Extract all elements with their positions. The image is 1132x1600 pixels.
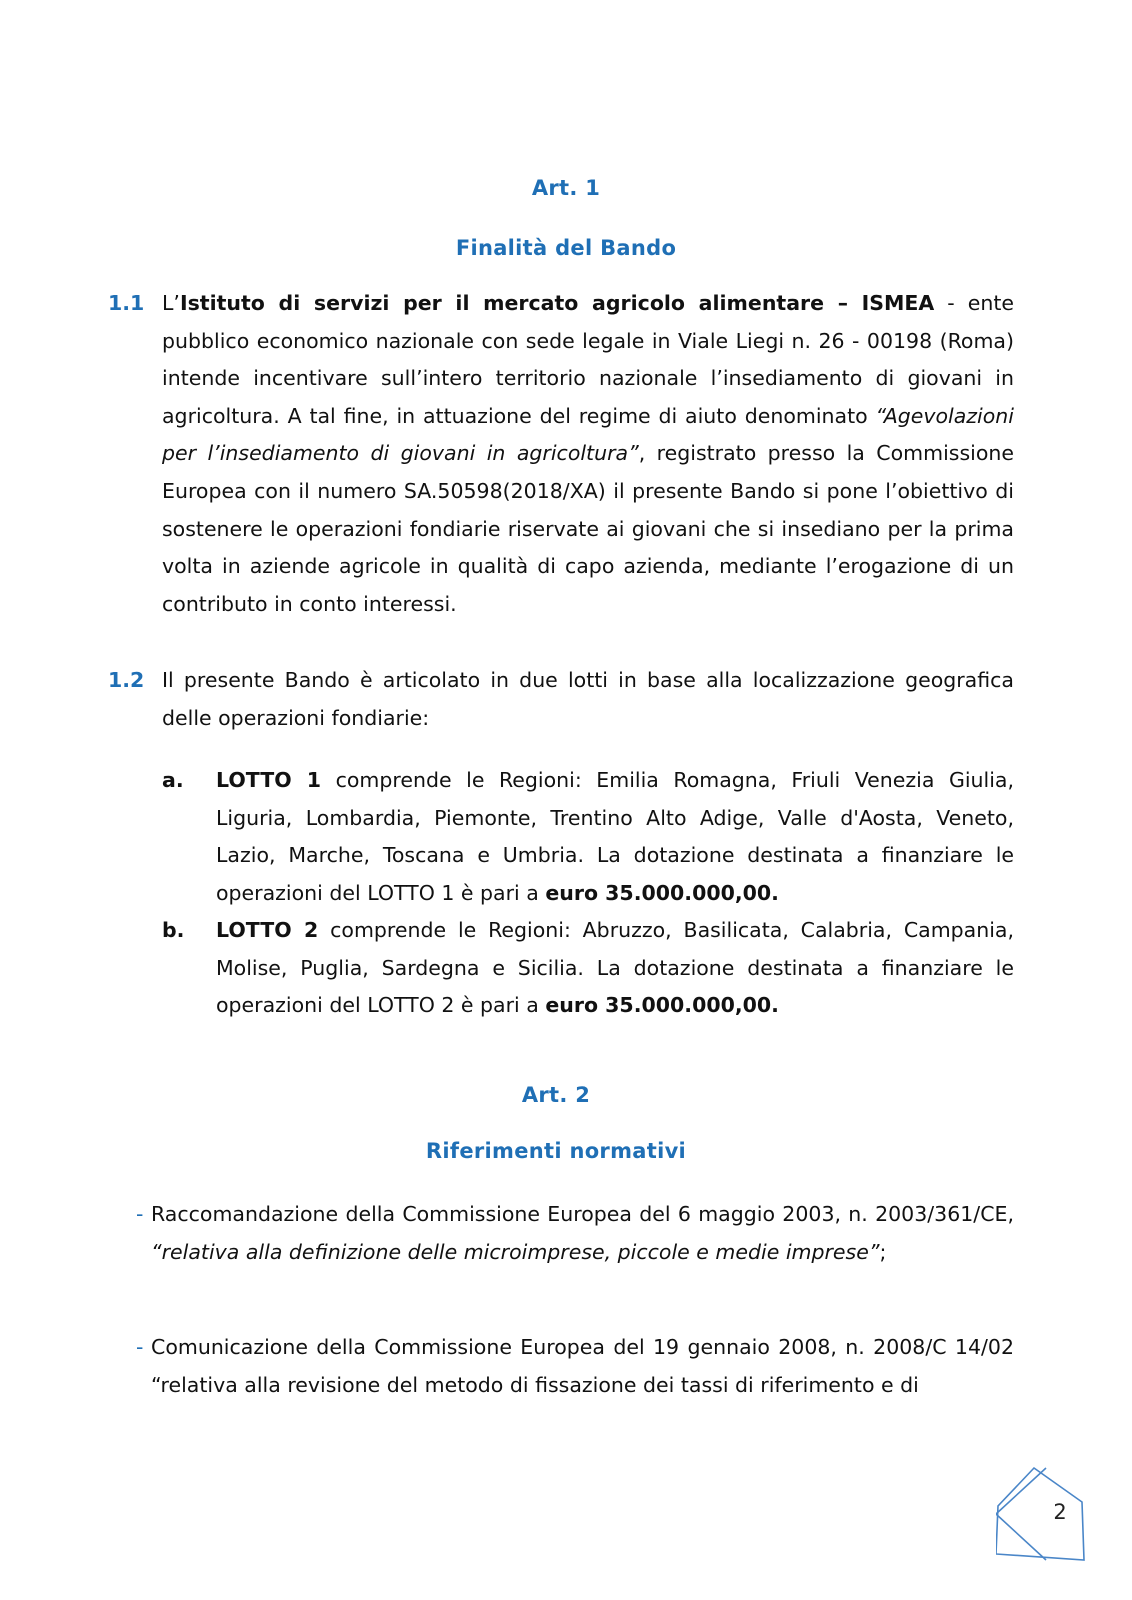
reference-1: Raccomandazione della Commissione Europea del 6 maggio 2003, n. 2003/361/CE, “relativa alla definizione delle microimprese, piccole e medie imprese”;: [151, 1202, 1014, 1264]
reference-2-dash: -: [136, 1335, 144, 1359]
lot-1-amount: euro 35.000.000,00.: [545, 880, 779, 905]
paragraph-1-2: Il presente Bando è articolato in due lotti in base alla localizzazione geografica delle operazioni fondiarie:: [162, 668, 1014, 730]
lot-1-item: LOTTO 1 comprende le Regioni: Emilia Romagna, Friuli Venezia Giulia, Liguria, Lombardia, Piemonte, Trentino Alto Adige, Valle d'Aosta, Veneto, Lazio, Marche, Toscana e Umbria. La dotazione destinata a finanziare le operazioni del LOTTO 1 è pari a euro 35.000.000,00.: [216, 768, 1014, 905]
ismea-name: Istituto di servizi per il mercato agricolo alimentare – ISMEA: [179, 291, 935, 315]
paragraph-number-1-2: 1.2: [108, 668, 145, 692]
lot-2-amount: euro 35.000.000,00.: [545, 993, 779, 1018]
lot-b-marker: b.: [162, 918, 185, 942]
lot-2-name: LOTTO 2: [216, 918, 319, 942]
reference-1-dash: -: [136, 1202, 144, 1226]
article-1-number: Art. 1: [531, 176, 601, 200]
paragraph-number-1-1: 1.1: [108, 291, 145, 315]
lot-1-name: LOTTO 1: [216, 768, 322, 792]
article-2-title: Riferimenti normativi: [425, 1139, 687, 1163]
paragraph-1-1: L’Istituto di servizi per il mercato agricolo alimentare – ISMEA - ente pubblico economico nazionale con sede legale in Viale Liegi n. 26 - 00198 (Roma) intende incentivare sull’intero territorio nazionale l’insediamento di giovani in agricoltura. A tal fine, in attuazione del regime di aiuto denominato “Agevolazioni per l’insediamento di giovani in agricoltura”, registrato presso la Commissione Europea con il numero SA.50598(2018/XA) il presente Bando si pone l’obiettivo di sostenere le operazioni fondiarie riservate ai giovani che si insediano per la prima volta in aziende agricole in qualità di capo azienda, mediante l’erogazione di un contributo in conto interessi.: [162, 291, 1014, 616]
lot-a-marker: a.: [162, 768, 184, 792]
article-1-title: Finalità del Bando: [455, 236, 677, 260]
reference-1-quote: “relativa alla definizione delle microimprese, piccole e medie imprese”: [151, 1239, 880, 1264]
lot-2-item: LOTTO 2 comprende le Regioni: Abruzzo, Basilicata, Calabria, Campania, Molise, Puglia, Sardegna e Sicilia. La dotazione destinata a finanziare le operazioni del LOTTO 2 è pari a euro 35.000.000,00.: [216, 918, 1015, 1018]
aid-regime-name: “Agevolazioni per l’insediamento di giovani in agricoltura”: [162, 403, 1014, 466]
reference-2: Comunicazione della Commissione Europea del 19 gennaio 2008, n. 2008/C 14/02 “relativa alla revisione del metodo di fissazione dei tassi di riferimento e di: [151, 1335, 1014, 1397]
page-number: 2: [1053, 1500, 1067, 1524]
article-2-number: Art. 2: [521, 1083, 591, 1107]
